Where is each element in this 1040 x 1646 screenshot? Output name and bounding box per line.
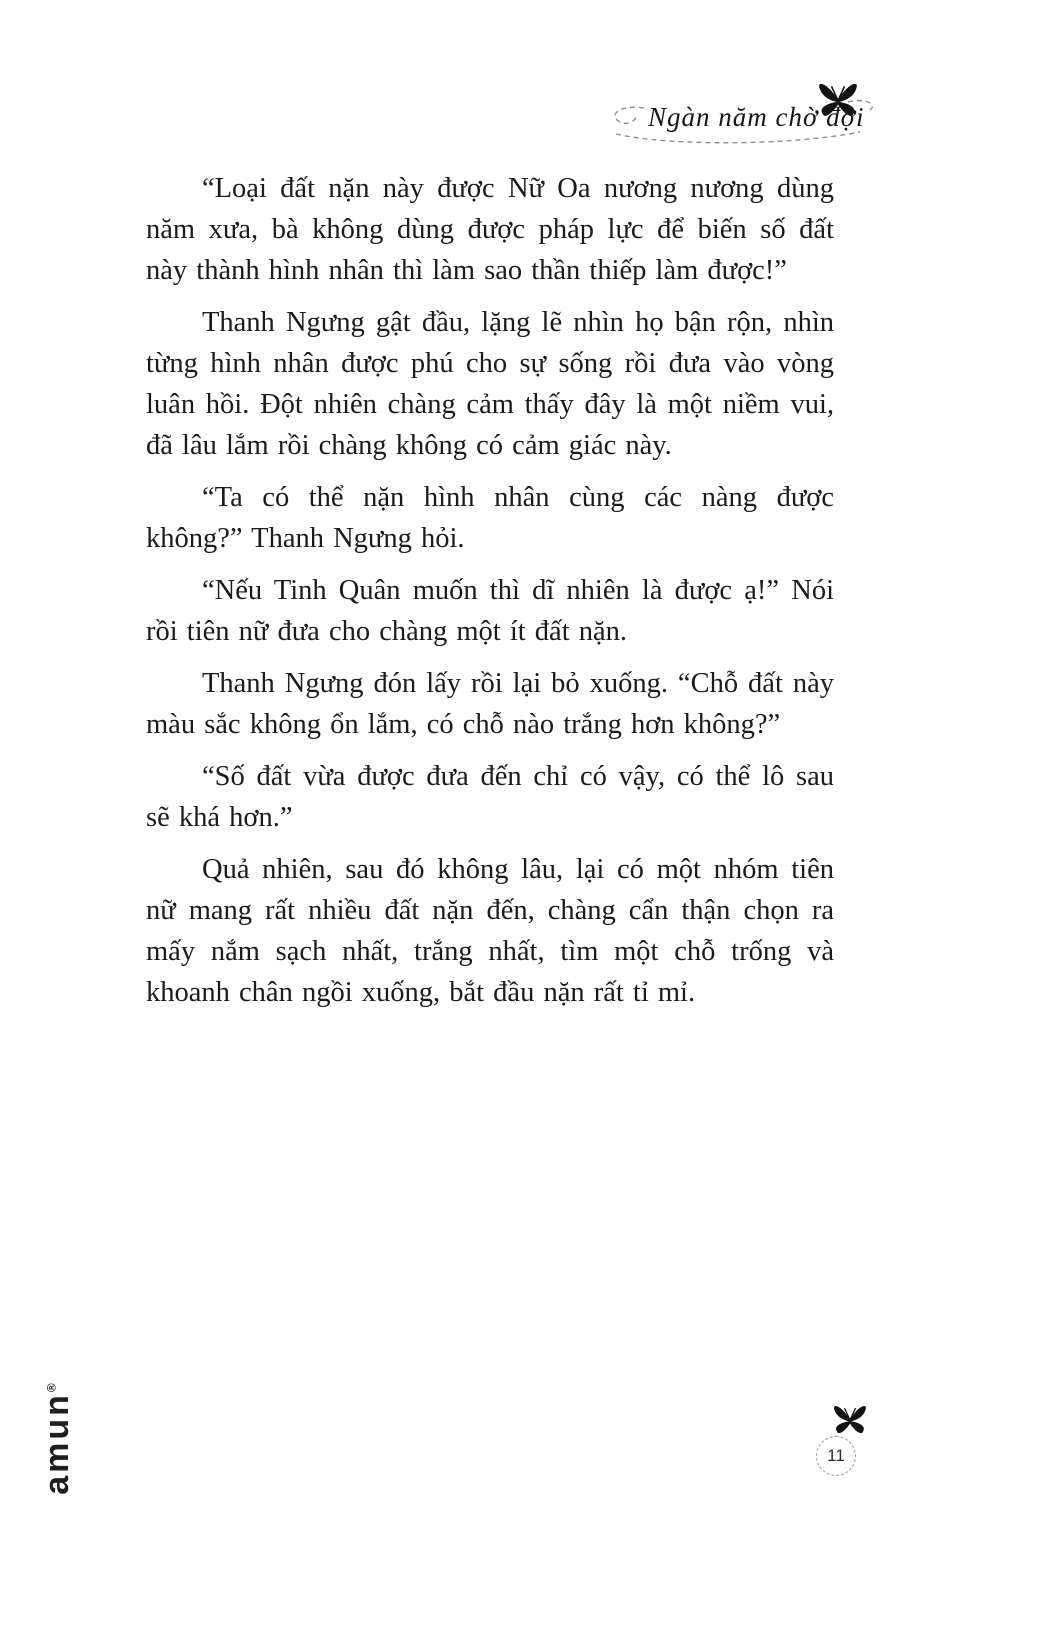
page-header xyxy=(0,72,1040,162)
paragraph: Quả nhiên, sau đó không lâu, lại có một nhóm tiên nữ mang rất nhiều đất nặn đến, chàng cẩn thận chọn ra mấy nắm sạch nhất, trắng nhất, tìm một chỗ trống và khoanh chân ngồi xuống, bắt đầu nặn rất tỉ mỉ. xyxy=(146,854,834,1008)
paragraph: Thanh Ngưng đón lấy rồi lại bỏ xuống. “Chỗ đất này màu sắc không ổn lắm, có chỗ nào trắng hơn không?” xyxy=(146,668,834,740)
registered-mark: ® xyxy=(44,1379,59,1392)
paragraph: “Số đất vừa được đưa đến chỉ có vậy, có thể lô sau sẽ khá hơn.” xyxy=(146,761,834,833)
page-number-badge xyxy=(816,1436,856,1476)
publisher-logo xyxy=(30,1372,84,1502)
butterfly-icon xyxy=(812,72,864,124)
paragraph: “Nếu Tinh Quân muốn thì dĩ nhiên là được ạ!” Nói rồi tiên nữ đưa cho chàng một ít đất nặn. xyxy=(146,575,834,647)
paragraph: Thanh Ngưng gật đầu, lặng lẽ nhìn họ bận rộn, nhìn từng hình nhân được phú cho sự sống rồi đưa vào vòng luân hồi. Đột nhiên chàng cảm thấy đây là một niềm vui, đã lâu lắm rồi chàng không có cảm giác này. xyxy=(146,307,834,461)
paragraph: “Ta có thể nặn hình nhân cùng các nàng được không?” Thanh Ngưng hỏi. xyxy=(146,482,834,554)
butterfly-icon xyxy=(828,1396,872,1440)
publisher-logo-text: amun® xyxy=(37,1379,76,1495)
page-number: 11 xyxy=(827,1446,845,1465)
running-head-title: Ngàn năm chờ đợi xyxy=(648,102,865,132)
paragraph: “Loại đất nặn này được Nữ Oa nương nương dùng năm xưa, bà không dùng được pháp lực để biến số đất này thành hình nhân thì làm sao thần thiếp làm được!” xyxy=(146,173,834,286)
body-text xyxy=(146,168,834,1024)
